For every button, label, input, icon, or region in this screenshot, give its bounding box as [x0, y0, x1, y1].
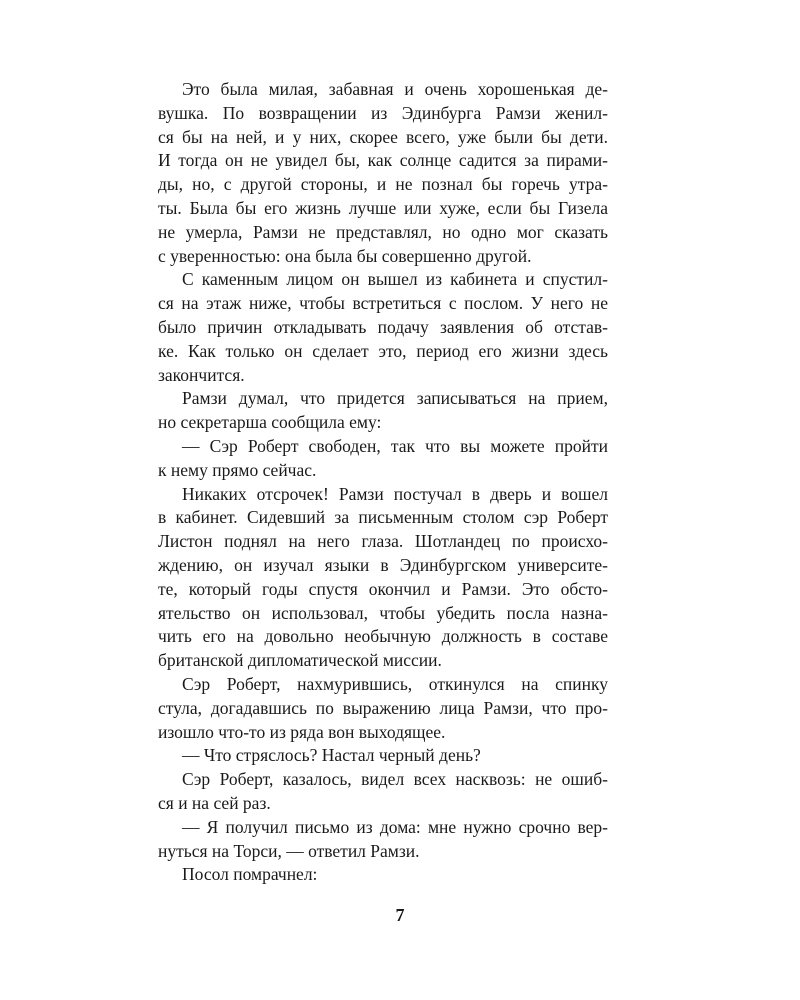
text-line: Сэр Роберт, казалось, видел всех насквозь: не ошиб- [182, 769, 608, 790]
text-line: Листон поднял на него глаза. Шотландец по происхо- [158, 531, 608, 552]
text-line: ся на этаж ниже, чтобы встретиться с послом. У него не [158, 293, 608, 314]
text-line: закончится. [158, 364, 245, 385]
text-line: ды, но, с другой стороны, и не познал бы горечь утра- [158, 174, 608, 195]
text-line: с уверенностью: она была бы совершенно другой. [158, 245, 532, 266]
text-line: Рамзи думал, что придется записываться на прием, [182, 388, 608, 409]
text-line: было причин откладывать подачу заявления об отстав- [158, 316, 608, 337]
text-line: — Я получил письмо из дома: мне нужно срочно вер- [182, 816, 608, 837]
text-line: — Сэр Роберт свободен, так что вы можете пройти [182, 435, 608, 456]
text-line: ждению, он изучал языки в Эдинбургском университе- [158, 554, 608, 575]
text-line: чить его на довольно необычную должность в составе [158, 626, 608, 647]
text-line: С каменным лицом он вышел из кабинета и спустил- [182, 269, 608, 290]
text-line: Сэр Роберт, нахмурившись, откинулся на спинку [182, 673, 608, 694]
page-number: 7 [395, 905, 405, 925]
text-line: Это была милая, забавная и очень хорошенькая де- [182, 79, 608, 99]
text-line: но секретарша сообщила ему: [158, 412, 382, 433]
text-line: в кабинет. Сидевший за письменным столом сэр Роберт [158, 507, 608, 528]
text-line: ке. Как только он сделает это, период его жизни здесь [158, 340, 608, 361]
body-text [158, 78, 608, 887]
text-line: вушка. По возвращении из Эдинбурга Рамзи женил- [158, 102, 608, 123]
text-line: британской дипломатической миссии. [158, 650, 442, 671]
text-line: изошло что-то из ряда вон выходящее. [158, 721, 446, 742]
text-line: ся бы на ней, и у них, скорее всего, уже были бы дети. [158, 126, 608, 147]
text-line: Никаких отсрочек! Рамзи постучал в дверь и вошел [182, 483, 608, 504]
text-line: стула, догадавшись по выражению лица Рамзи, что про- [158, 697, 608, 718]
text-line: нуться на Торси, — ответил Рамзи. [158, 840, 420, 861]
text-line: — Что стряслось? Настал черный день? [182, 745, 481, 766]
text-line: те, который годы спустя окончил и Рамзи. Это обсто- [158, 578, 608, 599]
text-line: не умерла, Рамзи не представлял, но одно мог сказать [158, 221, 608, 242]
text-line: ты. Была бы его жизнь лучше или хуже, если бы Гизела [158, 197, 608, 218]
text-line: И тогда он не увидел бы, как солнце садится за пирами- [158, 150, 608, 171]
text-line: к нему прямо сейчас. [158, 459, 317, 480]
text-line: ятельство он использовал, чтобы убедить посла назна- [158, 602, 608, 623]
text-line: ся и на сей раз. [158, 792, 271, 813]
text-line: Посол помрачнел: [182, 864, 318, 885]
